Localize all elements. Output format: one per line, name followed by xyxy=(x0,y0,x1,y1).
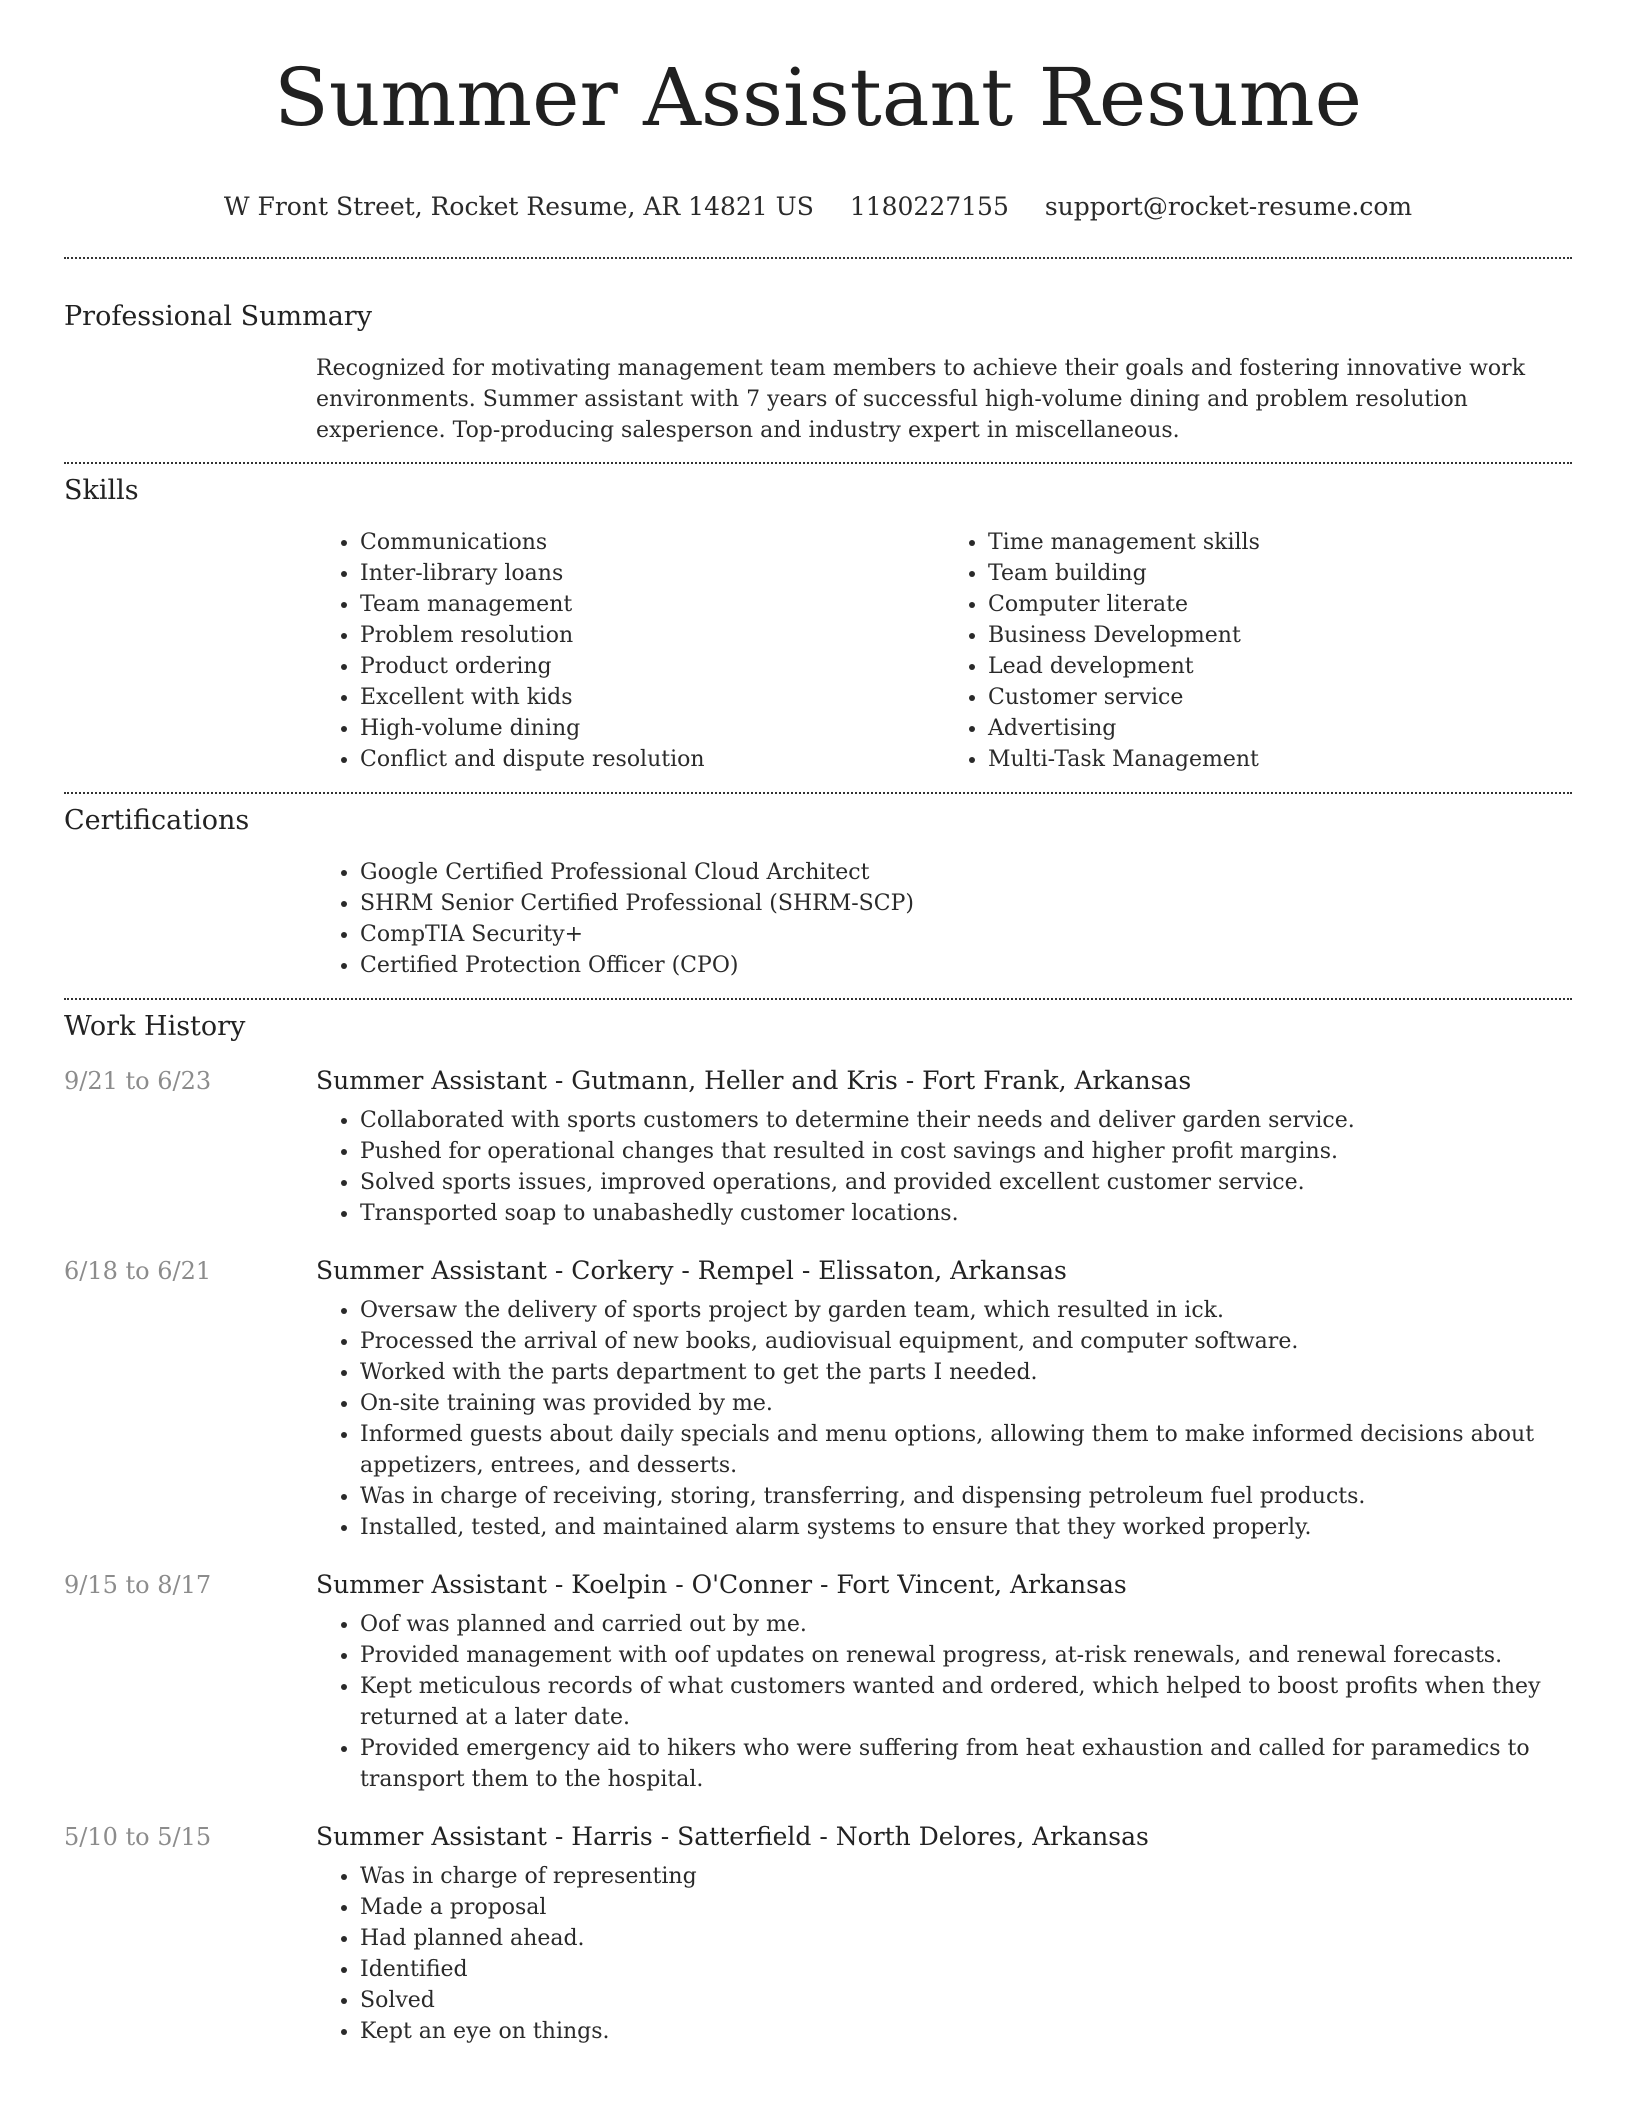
job-bullet: • Worked with the parts department to get the parts I needed. xyxy=(360,1357,1572,1388)
job-title: Summer Assistant - Gutmann, Heller and Kris - Fort Frank, Arkansas xyxy=(316,1065,1192,1095)
job-date: 9/15 to 8/17 xyxy=(64,1570,212,1599)
certification-item: • SHRM Senior Certified Professional (SHRM-SCP) xyxy=(360,888,1572,919)
job-bullet: • Collaborated with sports customers to determine their needs and deliver garden service. xyxy=(360,1105,1572,1136)
job-bullet: • Processed the arrival of new books, audiovisual equipment, and computer software. xyxy=(360,1326,1572,1357)
job-date: 5/10 to 5/15 xyxy=(64,1822,212,1851)
job-bullet: • On-site training was provided by me. xyxy=(360,1388,1572,1419)
job-entry xyxy=(64,1256,1572,1543)
skill-item: • Time management skills xyxy=(988,527,1572,558)
resume-page xyxy=(64,0,1572,2047)
job-bullet: • Had planned ahead. xyxy=(360,1923,1572,1954)
skill-item: • Conflict and dispute resolution xyxy=(360,744,944,775)
contact-email: support@rocket-resume.com xyxy=(1044,191,1413,221)
skills-list-right xyxy=(944,527,1572,775)
job-bullet: • Made a proposal xyxy=(360,1892,1572,1923)
job-bullets xyxy=(316,1105,1572,1229)
job-header xyxy=(64,1822,1572,1851)
job-bullet: • Pushed for operational changes that resulted in cost savings and higher profit margins. xyxy=(360,1136,1572,1167)
job-bullet: • Installed, tested, and maintained alarm systems to ensure that they worked properly. xyxy=(360,1512,1572,1543)
job-bullet: • Oversaw the delivery of sports project by garden team, which resulted in ick. xyxy=(360,1295,1572,1326)
certifications-title: Certifications xyxy=(64,804,250,836)
job-bullets xyxy=(316,1295,1572,1543)
summary-text: Recognized for motivating management team members to achieve their goals and fostering innovative work environments. Summer assistant with 7 years of successful high-volume dining and problem resolution experience. Top-producing salesperson and industry expert in miscellaneous. xyxy=(316,355,1526,443)
job-bullet: • Oof was planned and carried out by me. xyxy=(360,1609,1572,1640)
skill-item: • Communications xyxy=(360,527,944,558)
job-title: Summer Assistant - Harris - Satterfield - North Delores, Arkansas xyxy=(316,1821,1149,1851)
certifications-body xyxy=(316,857,1572,981)
contact-line xyxy=(64,192,1572,221)
job-header xyxy=(64,1066,1572,1095)
contact-phone: 1180227155 xyxy=(849,191,1009,221)
skills-section xyxy=(64,475,1572,775)
job-bullet: • Kept meticulous records of what customers wanted and ordered, which helped to boost profits when they returned at a later date. xyxy=(360,1671,1572,1733)
job-bullets xyxy=(316,1861,1572,2047)
job-header xyxy=(64,1570,1572,1599)
certifications-list xyxy=(316,857,1572,981)
certification-item: • Certified Protection Officer (CPO) xyxy=(360,950,1572,981)
skill-item: • Product ordering xyxy=(360,651,944,682)
skill-item: • High-volume dining xyxy=(360,713,944,744)
work-section xyxy=(64,1011,1572,2047)
summary-section xyxy=(64,301,1572,446)
job-entry xyxy=(64,1066,1572,1229)
resume-name: Summer Assistant Resume xyxy=(274,51,1362,144)
job-bullet: • Provided emergency aid to hikers who were suffering from heat exhaustion and called for paramedics to transport them to the hospital. xyxy=(360,1733,1572,1795)
work-title: Work History xyxy=(64,1010,246,1042)
job-bullets xyxy=(316,1609,1572,1795)
job-entry xyxy=(64,1570,1572,1795)
certification-item: • Google Certified Professional Cloud Architect xyxy=(360,857,1572,888)
skill-item: • Excellent with kids xyxy=(360,682,944,713)
skill-item: • Problem resolution xyxy=(360,620,944,651)
skill-item: • Lead development xyxy=(988,651,1572,682)
job-bullet: • Was in charge of representing xyxy=(360,1861,1572,1892)
skill-item: • Computer literate xyxy=(988,589,1572,620)
divider xyxy=(64,257,1572,259)
job-bullet: • Identified xyxy=(360,1954,1572,1985)
certification-item: • CompTIA Security+ xyxy=(360,919,1572,950)
contact-address: W Front Street, Rocket Resume, AR 14821 US xyxy=(223,191,814,221)
skill-item: • Inter-library loans xyxy=(360,558,944,589)
skill-item: • Advertising xyxy=(988,713,1572,744)
job-bullet: • Transported soap to unabashedly customer locations. xyxy=(360,1198,1572,1229)
skill-item: • Business Development xyxy=(988,620,1572,651)
skill-item: • Team management xyxy=(360,589,944,620)
job-title: Summer Assistant - Corkery - Rempel - Elissaton, Arkansas xyxy=(316,1255,1067,1285)
divider xyxy=(64,792,1572,794)
skill-item: • Multi-Task Management xyxy=(988,744,1572,775)
job-date: 9/21 to 6/23 xyxy=(64,1066,212,1095)
certifications-section xyxy=(64,805,1572,981)
divider xyxy=(64,462,1572,464)
job-bullet: • Solved xyxy=(360,1985,1572,2016)
skills-title: Skills xyxy=(64,474,139,506)
skill-item: • Team building xyxy=(988,558,1572,589)
job-header xyxy=(64,1256,1572,1285)
job-bullet: • Solved sports issues, improved operations, and provided excellent customer service. xyxy=(360,1167,1572,1198)
summary-title: Professional Summary xyxy=(64,300,372,332)
skills-list-left xyxy=(316,527,944,775)
job-bullet: • Was in charge of receiving, storing, transferring, and dispensing petroleum fuel products. xyxy=(360,1481,1572,1512)
job-bullet: • Kept an eye on things. xyxy=(360,2016,1572,2047)
job-title: Summer Assistant - Koelpin - O'Conner - Fort Vincent, Arkansas xyxy=(316,1569,1127,1599)
job-date: 6/18 to 6/21 xyxy=(64,1256,212,1285)
job-bullet: • Informed guests about daily specials and menu options, allowing them to make informed decisions about appetizers, entrees, and desserts. xyxy=(360,1419,1572,1481)
skills-grid xyxy=(316,527,1572,775)
divider xyxy=(64,998,1572,1000)
skill-item: • Customer service xyxy=(988,682,1572,713)
job-bullet: • Provided management with oof updates on renewal progress, at-risk renewals, and renewal forecasts. xyxy=(360,1640,1572,1671)
job-entry xyxy=(64,1822,1572,2047)
